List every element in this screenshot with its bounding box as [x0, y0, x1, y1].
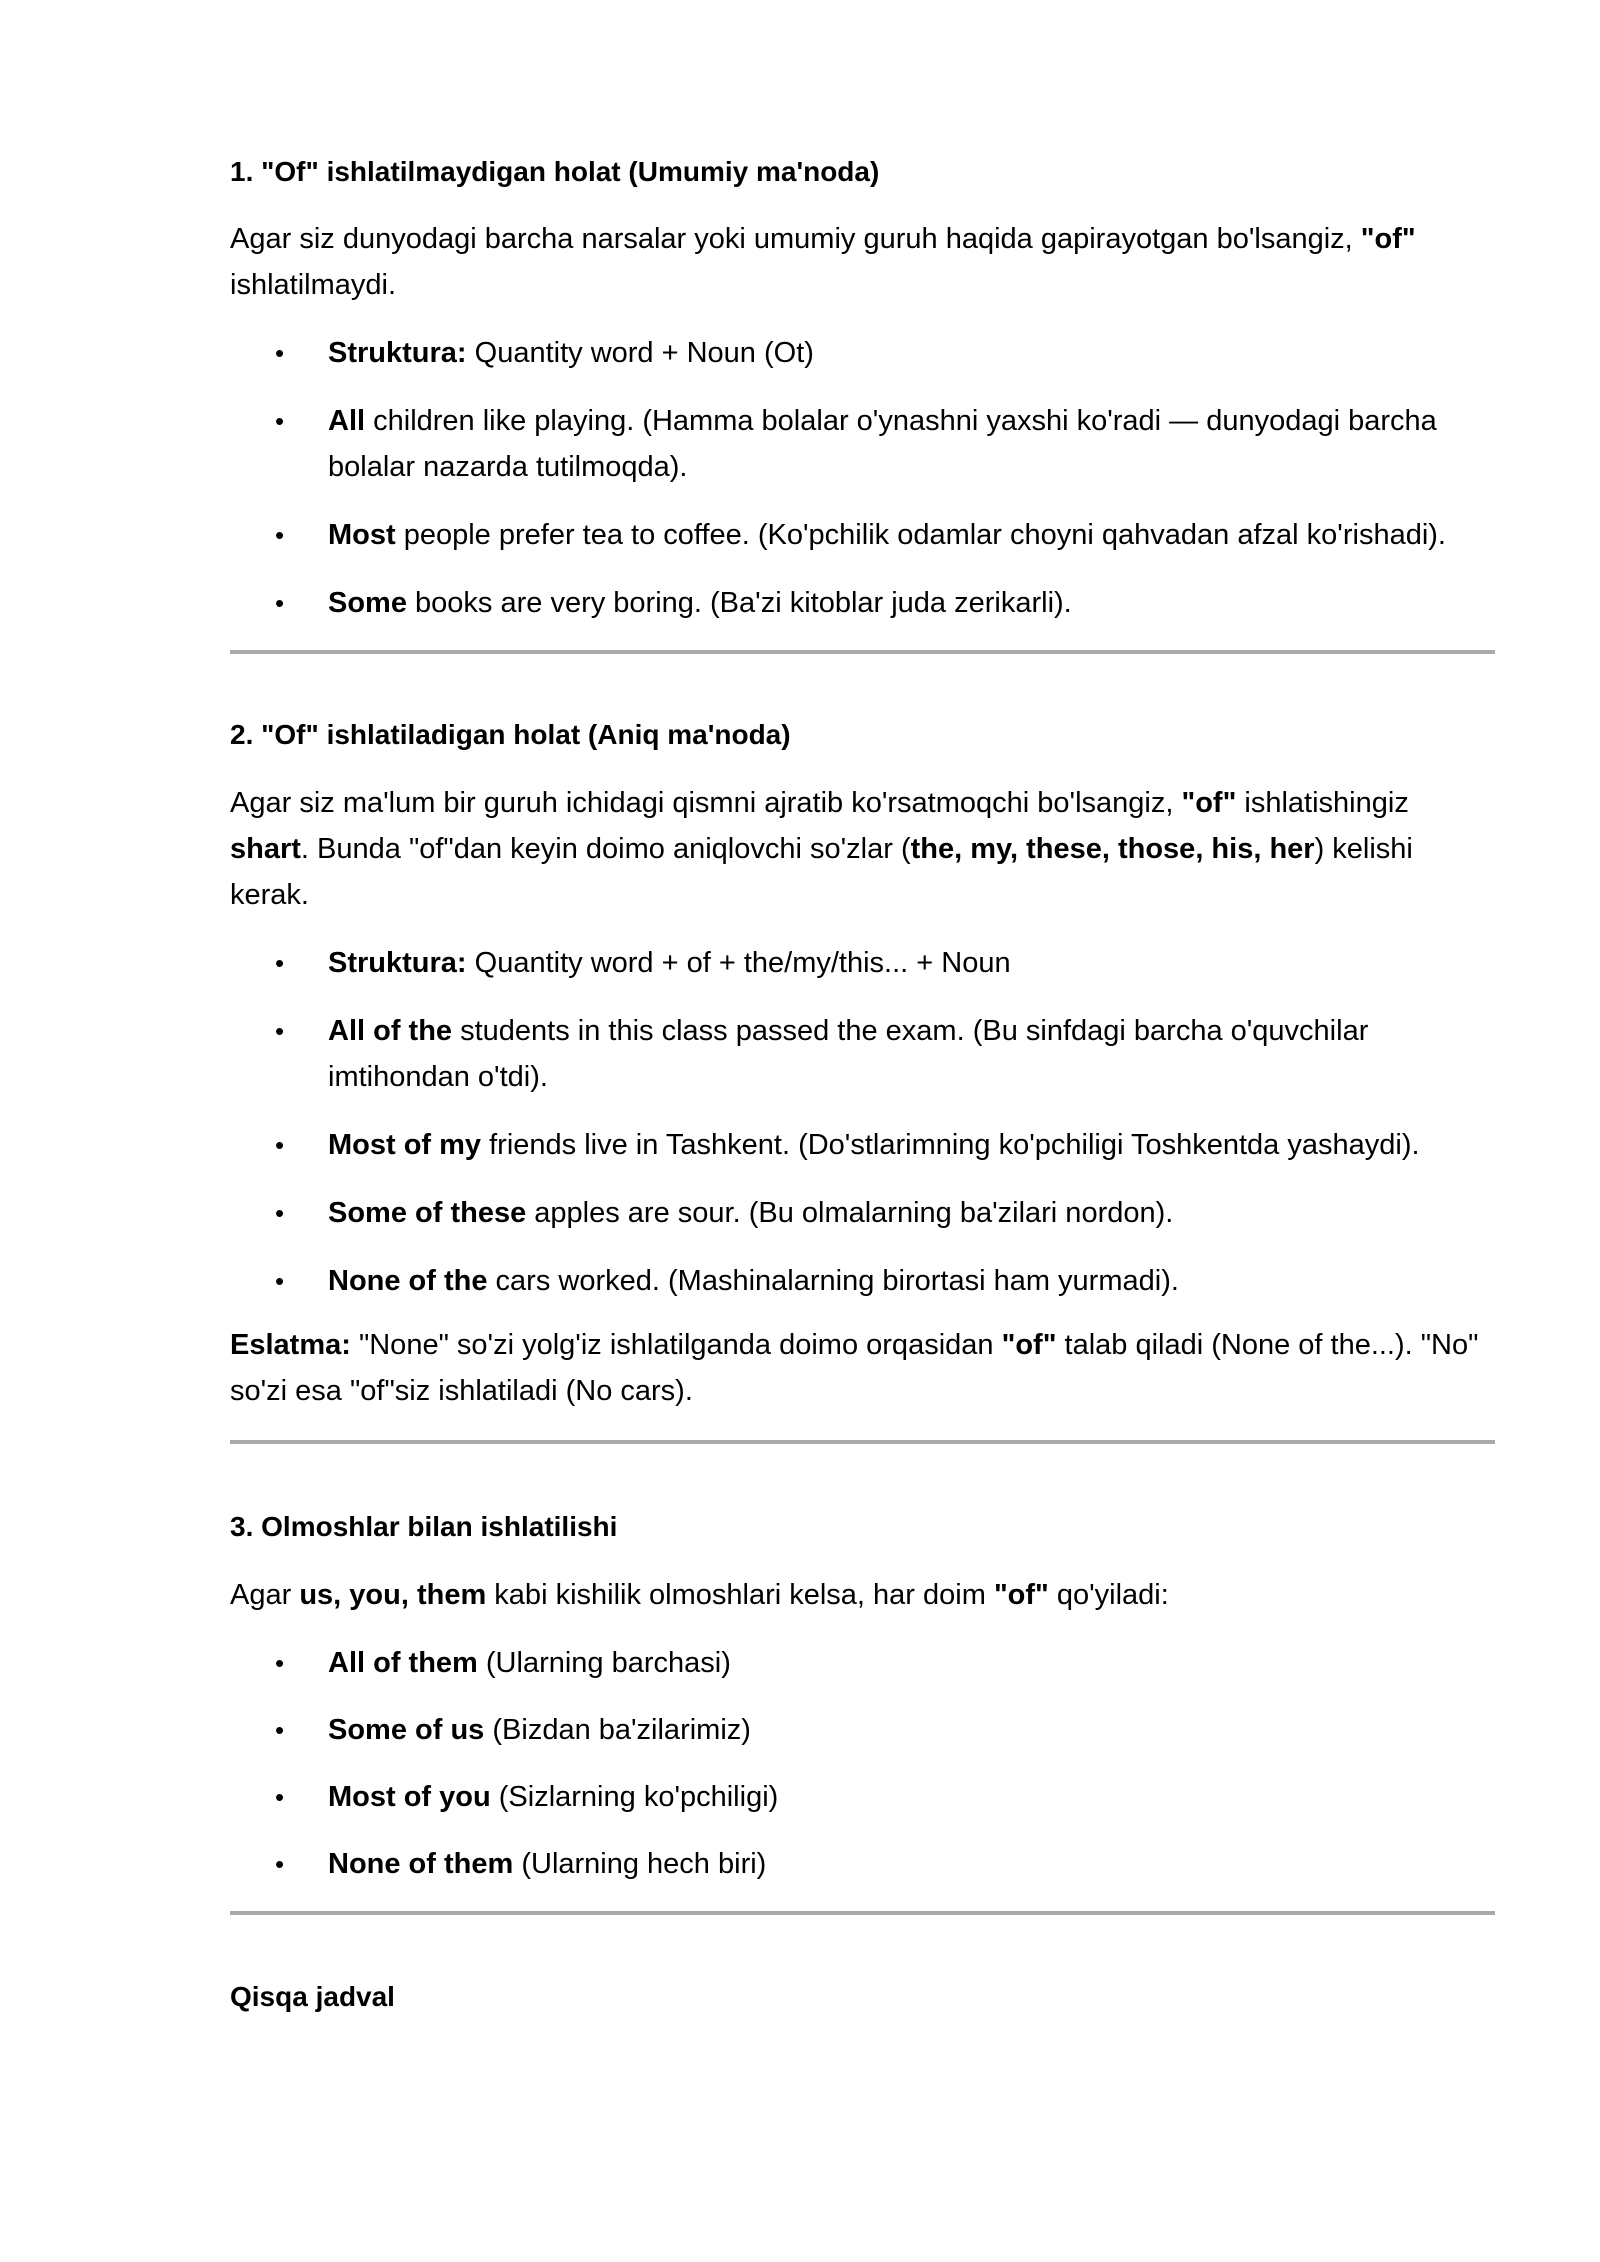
- section-4-heading: Qisqa jadval: [230, 1981, 395, 2012]
- bullet-icon: •: [275, 1849, 285, 1879]
- list-item-bold: All: [328, 405, 366, 437]
- section-2-intro: [230, 780, 1495, 918]
- bullet-icon: •: [275, 1266, 285, 1296]
- bullet-icon: •: [275, 948, 285, 978]
- note-text: "None" so'zi yolg'iz ishlatilganda doimo orqasidan: [350, 1329, 1002, 1361]
- section-3-intro-text-2: kabi kishilik olmoshlari kelsa, har doim: [486, 1579, 994, 1611]
- section-1-heading: 1. "Of" ishlatilmaydigan holat (Umumiy ma'noda): [230, 156, 880, 187]
- divider: [230, 1911, 1495, 1915]
- list-item: [230, 580, 1495, 626]
- section-3-intro-pronouns: us, you, them: [299, 1579, 487, 1611]
- bullet-icon: •: [275, 1016, 285, 1046]
- note-of: "of": [1001, 1329, 1057, 1361]
- list-item: [230, 1122, 1495, 1168]
- section-2-intro-text: Agar siz ma'lum bir guruh ichidagi qismni ajratib ko'rsatmoqchi bo'lsangiz,: [230, 787, 1182, 819]
- list-item-bold: Struktura:: [328, 337, 467, 369]
- list-item-bold: Some of these: [328, 1197, 527, 1229]
- section-2-note: [230, 1322, 1495, 1414]
- list-item-text: (Sizlarning ko'pchiligi): [490, 1781, 779, 1813]
- list-item: [230, 940, 1495, 986]
- list-item-text: (Ularning barchasi): [477, 1647, 731, 1679]
- section-3-intro-tail: qo'yiladi:: [1048, 1579, 1169, 1611]
- list-item-text: children like playing. (Hamma bolalar o'ynashni yaxshi ko'radi — dunyodagi barcha bolalar nazarda tutilmoqda).: [328, 405, 1437, 483]
- list-item-bold: Struktura:: [328, 947, 467, 979]
- list-item: [230, 1707, 1495, 1753]
- bullet-icon: •: [275, 1648, 285, 1678]
- section-1-intro-text: Agar siz dunyodagi barcha narsalar yoki umumiy guruh haqida gapirayotgan bo'lsangiz,: [230, 223, 1361, 255]
- list-item-text: (Bizdan ba'zilarimiz): [484, 1714, 751, 1746]
- section-1-list: [230, 330, 1495, 626]
- bullet-icon: •: [275, 588, 285, 618]
- list-item-text: books are very boring. (Ba'zi kitoblar juda zerikarli).: [406, 587, 1072, 619]
- list-item-bold: None of them: [328, 1848, 514, 1880]
- list-item-text: cars worked. (Mashinalarning birortasi ham yurmadi).: [487, 1265, 1179, 1297]
- list-item-text: apples are sour. (Bu olmalarning ba'zilari nordon).: [526, 1197, 1174, 1229]
- list-item-bold: Most of you: [328, 1781, 491, 1813]
- list-item-bold: None of the: [328, 1265, 488, 1297]
- list-item: [230, 1008, 1495, 1100]
- bullet-icon: •: [275, 520, 285, 550]
- list-item: [230, 1774, 1495, 1820]
- list-item: [230, 1258, 1495, 1304]
- bullet-icon: •: [275, 1782, 285, 1812]
- list-item: [230, 1190, 1495, 1236]
- section-1-intro: [230, 216, 1495, 308]
- list-item: [230, 398, 1495, 490]
- bullet-icon: •: [275, 1715, 285, 1745]
- list-item: [230, 1640, 1495, 1686]
- list-item-bold: Most of my: [328, 1129, 482, 1161]
- section-3-intro-text: Agar: [230, 1579, 300, 1611]
- list-item-text: Quantity word + Noun (Ot): [466, 337, 814, 369]
- list-item: [230, 512, 1495, 558]
- section-2-intro-of: "of": [1181, 787, 1237, 819]
- section-3-intro: [230, 1572, 1495, 1618]
- divider: [230, 650, 1495, 654]
- list-item-text: friends live in Tashkent. (Do'stlarimning ko'pchiligi Toshkentda yashaydi).: [481, 1129, 1420, 1161]
- bullet-icon: •: [275, 1198, 285, 1228]
- section-2-intro-determiners: the, my, these, those, his, her: [910, 833, 1315, 865]
- list-item-bold: Most: [328, 519, 396, 551]
- divider: [230, 1440, 1495, 1444]
- section-2-intro-text-2: ishlatishingiz: [1236, 787, 1409, 819]
- section-2-intro-shart: shart: [230, 833, 301, 865]
- section-2-list: [230, 940, 1495, 1304]
- list-item-bold: All of the: [328, 1015, 453, 1047]
- list-item-bold: Some: [328, 587, 407, 619]
- list-item-text: Quantity word + of + the/my/this... + Noun: [466, 947, 1011, 979]
- section-1-intro-of: "of": [1360, 223, 1416, 255]
- section-1-intro-tail: ishlatilmaydi.: [230, 269, 396, 301]
- list-item: [230, 330, 1495, 376]
- bullet-icon: •: [275, 338, 285, 368]
- list-item-bold: Some of us: [328, 1714, 485, 1746]
- section-2-intro-text-3: . Bunda "of"dan keyin doimo aniqlovchi so'zlar (: [300, 833, 911, 865]
- list-item-bold: All of them: [328, 1647, 478, 1679]
- list-item-text: students in this class passed the exam. (Bu sinfdagi barcha o'quvchilar imtihondan o'tdi).: [328, 1015, 1369, 1093]
- bullet-icon: •: [275, 1130, 285, 1160]
- list-item-text: people prefer tea to coffee. (Ko'pchilik odamlar choyni qahvadan afzal ko'rishadi).: [395, 519, 1446, 551]
- section-3-heading: 3. Olmoshlar bilan ishlatilishi: [230, 1511, 618, 1542]
- bullet-icon: •: [275, 406, 285, 436]
- section-3-list: [230, 1640, 1495, 1887]
- list-item: [230, 1841, 1495, 1887]
- note-tail: talab qiladi (None of the...). "No" so'zi esa "of"siz ishlatiladi (No cars).: [230, 1329, 1479, 1407]
- section-3-intro-of: "of": [993, 1579, 1049, 1611]
- section-2-intro-tail: ) kelishi kerak.: [230, 833, 1413, 911]
- list-item-text: (Ularning hech biri): [513, 1848, 767, 1880]
- section-2-heading: 2. "Of" ishlatiladigan holat (Aniq ma'noda): [230, 719, 791, 750]
- note-label: Eslatma:: [230, 1329, 351, 1361]
